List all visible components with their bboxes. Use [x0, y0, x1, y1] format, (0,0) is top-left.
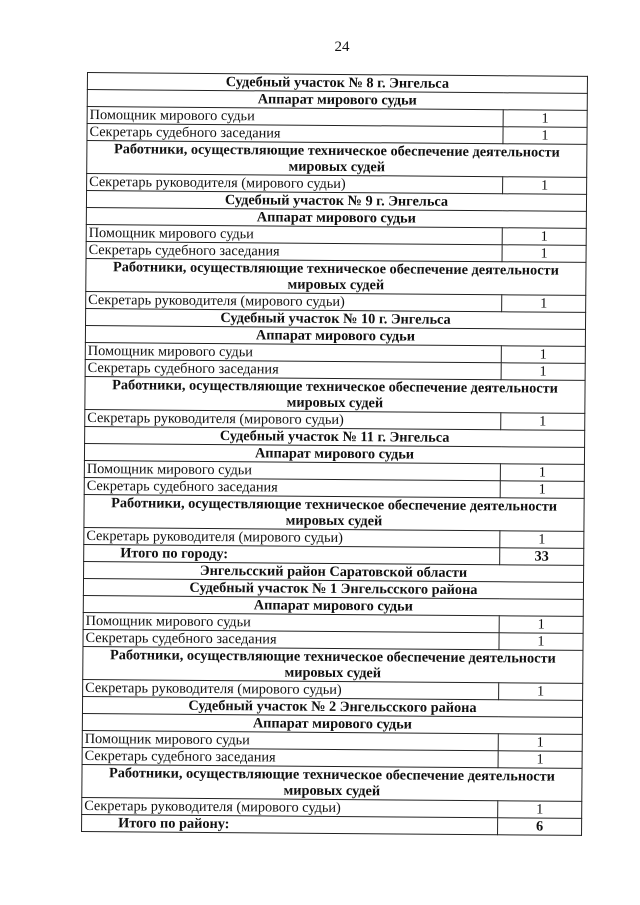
position-count: 1	[499, 616, 583, 634]
position-label: Секретарь руководителя (мирового судьи)	[83, 679, 499, 699]
position-count: 1	[498, 751, 582, 769]
position-count: 1	[501, 363, 585, 381]
total-label: Итого по району:	[82, 814, 498, 834]
page-number: 24	[334, 39, 350, 55]
position-count: 1	[499, 683, 583, 701]
section-header: Судебный участок № 2 Энгельсского района	[82, 696, 582, 717]
position-count: 1	[503, 110, 587, 128]
section-header-row	[84, 494, 584, 531]
section-header: Судебный участок № 9 г. Энгельса	[86, 191, 586, 212]
position-count: 1	[498, 734, 582, 752]
position-label: Секретарь руководителя (мирового судьи)	[86, 291, 502, 311]
section-header-row	[85, 376, 585, 413]
section-header: Судебный участок № 11 г. Энгельса	[85, 426, 585, 447]
position-label: Секретарь судебного заседания	[82, 747, 498, 767]
position-label: Помощник мирового судьи	[83, 612, 499, 632]
position-label: Секретарь руководителя (мирового судьи)	[82, 797, 498, 817]
position-count: 1	[502, 295, 586, 313]
section-header: Работники, осуществляющие техническое обеспечение деятельности мировых судей	[82, 764, 582, 801]
position-count: 1	[498, 801, 582, 819]
section-header: Судебный участок № 8 г. Энгельса	[87, 73, 587, 94]
position-count: 1	[500, 481, 584, 499]
position-count: 1	[502, 228, 586, 246]
position-label: Помощник мирового судьи	[84, 460, 500, 480]
section-header: Аппарат мирового судьи	[84, 443, 584, 464]
position-count: 1	[500, 464, 584, 482]
section-header: Аппарат мирового судьи	[83, 595, 583, 616]
position-label: Помощник мирового судьи	[86, 224, 502, 244]
total-value: 6	[498, 818, 582, 836]
section-header-row	[86, 258, 586, 295]
position-label: Помощник мирового судьи	[82, 730, 498, 750]
position-count: 1	[501, 346, 585, 364]
section-header: Работники, осуществляющие техническое обеспечение деятельности мировых судей	[87, 141, 587, 178]
position-count: 1	[501, 413, 585, 431]
section-header: Работники, осуществляющие техническое обеспечение деятельности мировых судей	[83, 646, 583, 683]
section-header: Аппарат мирового судьи	[82, 713, 582, 734]
section-header: Аппарат мирового судьи	[87, 90, 587, 111]
total-value: 33	[500, 548, 584, 566]
position-label: Секретарь судебного заседания	[83, 629, 499, 649]
position-label: Секретарь судебного заседания	[85, 359, 501, 379]
position-label: Секретарь судебного заседания	[87, 124, 503, 144]
total-label: Итого по городу:	[84, 544, 500, 564]
position-label: Секретарь судебного заседания	[86, 241, 502, 261]
position-count: 1	[503, 177, 587, 195]
section-header-row	[82, 764, 582, 801]
position-count: 1	[503, 127, 587, 145]
section-header-row	[87, 141, 587, 178]
section-header: Судебный участок № 10 г. Энгельса	[86, 308, 586, 329]
section-header: Энгельсский район Саратовской области	[84, 561, 584, 582]
position-count: 1	[502, 245, 586, 263]
section-header: Работники, осуществляющие техническое обеспечение деятельности мировых судей	[84, 494, 584, 531]
section-header: Аппарат мирового судьи	[85, 325, 585, 346]
total-row	[82, 814, 582, 835]
section-header: Работники, осуществляющие техническое обеспечение деятельности мировых судей	[85, 376, 585, 413]
position-label: Помощник мирового судьи	[85, 342, 501, 362]
staff-table	[81, 72, 588, 836]
position-label: Секретарь руководителя (мирового судьи)	[85, 409, 501, 429]
position-label: Секретарь руководителя (мирового судьи)	[84, 527, 500, 547]
section-header: Судебный участок № 1 Энгельсского района	[83, 578, 583, 599]
section-header-row	[83, 646, 583, 683]
position-label: Секретарь руководителя (мирового судьи)	[87, 174, 503, 194]
position-label: Секретарь судебного заседания	[84, 477, 500, 497]
staff-table-wrapper	[81, 72, 588, 836]
section-header: Аппарат мирового судьи	[86, 207, 586, 228]
position-count: 1	[500, 531, 584, 549]
position-label: Помощник мирового судьи	[87, 107, 503, 127]
staff-table-body	[82, 73, 588, 836]
position-count: 1	[499, 633, 583, 651]
section-header: Работники, осуществляющие техническое обеспечение деятельности мировых судей	[86, 258, 586, 295]
